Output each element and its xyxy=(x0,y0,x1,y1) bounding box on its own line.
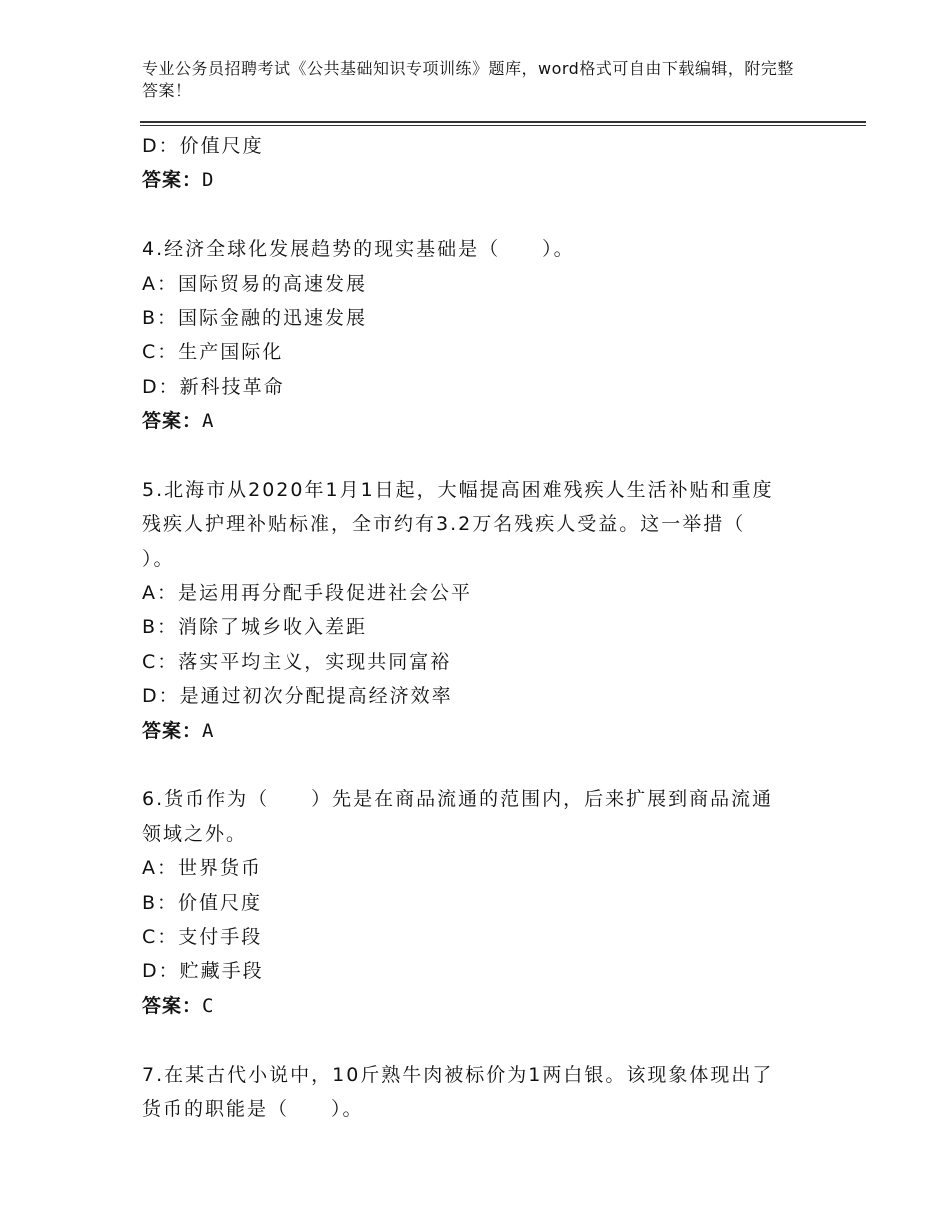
option-d: D：是通过初次分配提高经济效率 xyxy=(142,685,453,708)
answer-line xyxy=(142,404,822,438)
header-rule-thin xyxy=(140,125,866,126)
stem-line: 5.北海市从2020年1月1日起，大幅提高困难残疾人生活补贴和重度 xyxy=(142,478,774,501)
option-b: B：价值尺度 xyxy=(142,891,263,914)
question-stem xyxy=(142,232,822,266)
option-d: D：新科技革命 xyxy=(142,375,285,398)
question-6 xyxy=(142,782,822,1023)
stem-line: 6.货币作为（ ）先是在商品流通的范围内，后来扩展到商品流通 xyxy=(142,788,774,811)
answer-line xyxy=(142,163,822,197)
option-a: A：是运用再分配手段促进社会公平 xyxy=(142,582,472,605)
answer-label: 答案： xyxy=(142,410,203,433)
answer-value: A xyxy=(202,719,215,742)
stem-line: 领域之外。 xyxy=(142,822,248,845)
spacer xyxy=(142,198,822,232)
option-c: C：生产国际化 xyxy=(142,341,284,364)
option-d: D：贮藏手段 xyxy=(142,960,264,983)
spacer xyxy=(142,439,822,473)
answer-label: 答案： xyxy=(142,719,203,742)
answer-label: 答案： xyxy=(142,169,203,192)
question-stem xyxy=(142,782,822,851)
answer-value: A xyxy=(202,410,215,433)
question-7 xyxy=(142,1058,822,1127)
answer-line xyxy=(142,714,822,748)
header-text: 专业公务员招聘考试《公共基础知识专项训练》题库，word格式可自由下载编辑，附完整答案！ xyxy=(142,59,794,100)
document-body xyxy=(142,129,822,1126)
stem-line: 残疾人护理补贴标准，全市约有3.2万名残疾人受益。这一举措（ xyxy=(142,513,746,536)
answer-value: D xyxy=(202,169,215,192)
spacer xyxy=(142,1023,822,1057)
option-c: C：落实平均主义，实现共同富裕 xyxy=(142,650,452,673)
answer-line xyxy=(142,989,822,1023)
document-header xyxy=(142,58,802,102)
option-a: A：国际贸易的高速发展 xyxy=(142,272,367,295)
question-stem xyxy=(142,1058,822,1127)
option-b: B：消除了城乡收入差距 xyxy=(142,616,368,639)
stem-line: ）。 xyxy=(142,547,175,570)
option-d: D：价值尺度 xyxy=(142,135,264,157)
stem-line: 货币的职能是（ ）。 xyxy=(142,1097,364,1120)
option-a: A：世界货币 xyxy=(142,857,262,880)
question-stem xyxy=(142,473,822,576)
spacer xyxy=(142,748,822,782)
option-c: C：支付手段 xyxy=(142,925,263,948)
option-b: B：国际金融的迅速发展 xyxy=(142,306,368,329)
stem-line: 7.在某古代小说中，10斤熟牛肉被标价为1两白银。该现象体现出了 xyxy=(142,1063,774,1086)
question-4 xyxy=(142,232,822,438)
answer-label: 答案： xyxy=(142,994,203,1017)
header-rule-thick xyxy=(140,121,866,123)
answer-value: C xyxy=(202,994,215,1017)
stem-line: 4.经济全球化发展趋势的现实基础是（ ）。 xyxy=(142,238,575,261)
question-5 xyxy=(142,473,822,748)
